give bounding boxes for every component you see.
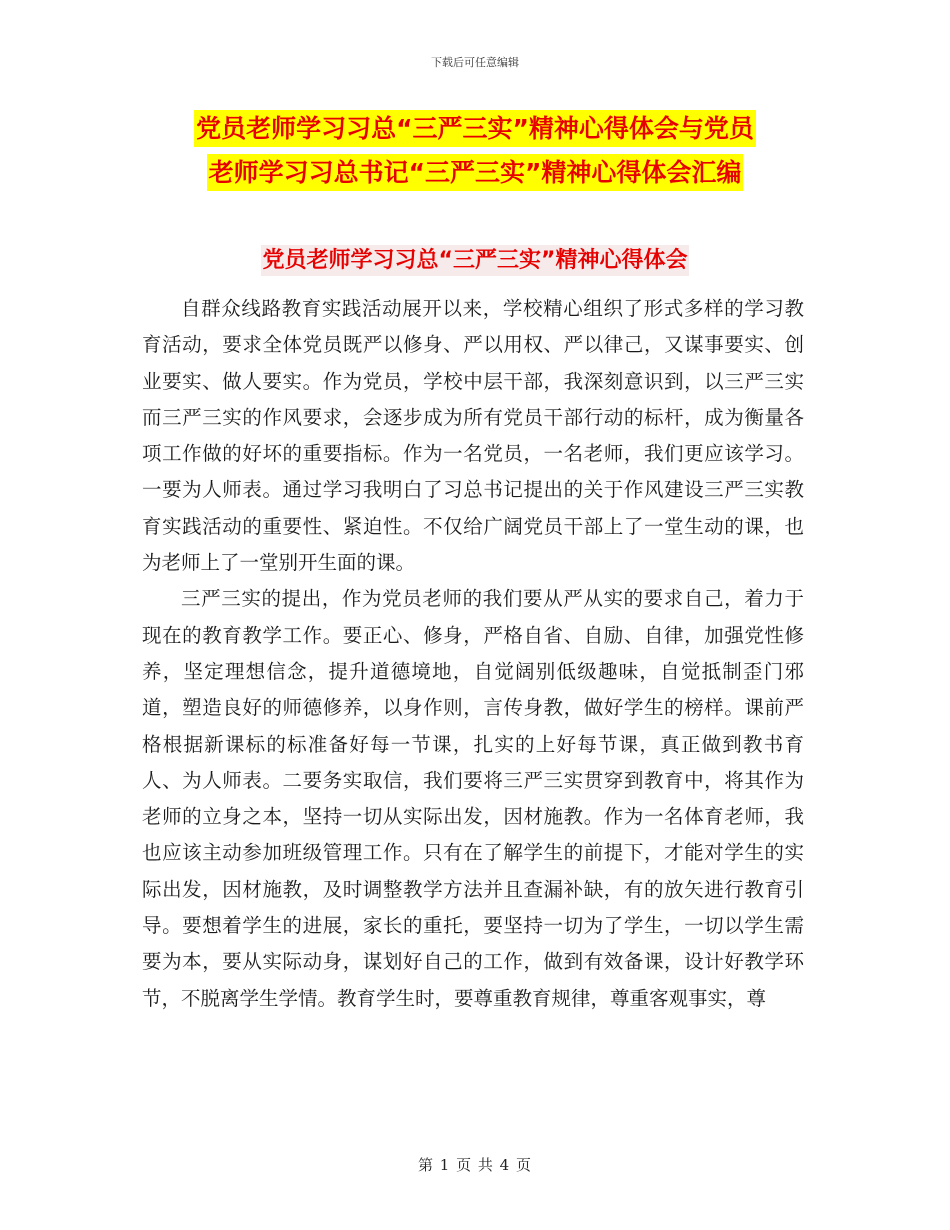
paragraph: 自群众线路教育实践活动展开以来，学校精心组织了形式多样的学习教育活动，要求全体党员既严以修身、严以用权、严以律己，又谋事要实、创业要实、做人要实。作为党员，学校中层干部，我深刻意识到，以三严三实而三严三实的作风要求，会逐步成为所有党员干部行动的标杆，成为衡量各项工作做的好坏的重要指标。作为一名党员，一名老师，我们更应该学习。一要为人师表。通过学习我明白了习总书记提出的关于作风建设三严三实教育实践活动的重要性、紧迫性。不仅给广阔党员干部上了一堂生动的课，也为老师上了一堂别开生面的课。	[142, 297, 804, 575]
section-title-text: 党员老师学习习总“三严三实”精神心得体会	[261, 245, 690, 276]
section-title	[0, 250, 950, 272]
header-note: 下载后可任意编辑	[431, 56, 519, 69]
page-footer: 第 1 页 共 4 页	[418, 1156, 532, 1174]
document-title-line-1	[0, 116, 950, 141]
document-title-line-2	[0, 160, 950, 185]
document-title-line-1-text: 党员老师学习习总“三严三实”精神心得体会与党员	[194, 110, 756, 147]
document-body	[142, 291, 804, 1017]
document-title-line-2-text: 老师学习习总书记“三严三实”精神心得体会汇编	[207, 154, 744, 191]
paragraph: 三严三实的提出，作为党员老师的我们要从严从实的要求自己，着力于现在的教育教学工作。要正心、修身，严格自省、自励、自律，加强党性修养，坚定理想信念，提升道德境地，自觉阔别低级趣味，自觉抵制歪门邪道，塑造良好的师德修养，以身作则，言传身教，做好学生的榜样。课前严格根据新课标的标准备好每一节课，扎实的上好每节课，真正做到教书育人、为人师表。二要务实取信，我们要将三严三实贯穿到教育中，将其作为老师的立身之本，坚持一切从实际出发，因材施教。作为一名体育老师，我也应该主动参加班级管理工作。只有在了解学生的前提下，才能对学生的实际出发，因材施教，及时调整教学方法并且查漏补缺，有的放矢进行教育引导。要想着学生的进展，家长的重托，要坚持一切为了学生，一切以学生需要为本，要从实际动身，谋划好自己的工作，做到有效备课，设计好教学环节，不脱离学生学情。教育学生时，要尊重教育规律，尊重客观事实，尊	[142, 587, 804, 1010]
